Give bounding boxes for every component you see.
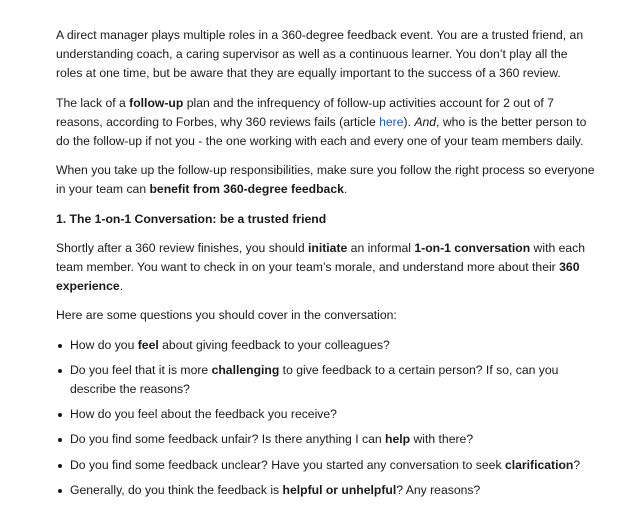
text-run: Do you find some feedback unfair? Is there anything I can bbox=[70, 432, 386, 447]
conversation-paragraph bbox=[56, 239, 596, 297]
text-run: , who is the better person to do the follow-up if not you - the one working with each and every one of your team members daily. bbox=[56, 114, 587, 149]
list-item bbox=[56, 336, 596, 355]
text-run: to give feedback to a certain person? If so, can you describe the reasons? bbox=[70, 362, 559, 397]
article-link[interactable]: here bbox=[379, 114, 404, 129]
follow-up-paragraph bbox=[56, 94, 596, 152]
text-run: The lack of a bbox=[56, 95, 130, 110]
list-item bbox=[56, 430, 596, 449]
intro-paragraph bbox=[56, 26, 596, 84]
bold-run: feel bbox=[137, 337, 159, 352]
intro-text: A direct manager plays multiple roles in a 360-degree feedback event. You are a trusted friend, an understanding coach, a caring supervisor as well as a continuous learner. You don’t play all the roles at one time, but be aware that they are equally important to the success of a 360 review. bbox=[56, 28, 584, 81]
bold-follow-up: follow-up bbox=[129, 95, 184, 110]
questions-intro bbox=[56, 306, 596, 325]
bold-run: challenging bbox=[211, 362, 280, 377]
document-page bbox=[56, 26, 596, 506]
text-run: Do you feel that it is more bbox=[70, 362, 212, 377]
list-item bbox=[56, 405, 596, 424]
text-run: ? Any reasons? bbox=[396, 482, 481, 497]
bold-initiate: initiate bbox=[308, 240, 348, 255]
responsibility-paragraph bbox=[56, 161, 596, 199]
list-item bbox=[56, 481, 596, 500]
text-run: . bbox=[343, 182, 348, 197]
text-run: How do you feel about the feedback you receive? bbox=[70, 407, 337, 422]
text-run: about giving feedback to your colleagues? bbox=[158, 337, 390, 352]
bold-1on1: 1-on-1 conversation bbox=[414, 240, 531, 255]
text-run: Do you find some feedback unclear? Have you started any conversation to seek bbox=[70, 457, 505, 472]
list-item bbox=[56, 361, 596, 399]
text-run: ). bbox=[403, 114, 415, 129]
text-run: with each team member. You want to check in on your team’s morale, and understand more about their bbox=[56, 240, 586, 275]
text-run: with there? bbox=[410, 432, 474, 447]
text-run: . bbox=[119, 279, 124, 294]
text-run: Shortly after a 360 review finishes, you should bbox=[56, 240, 309, 255]
text-run: How do you bbox=[70, 337, 138, 352]
bold-run: clarification bbox=[504, 457, 574, 472]
text-run: Generally, do you think the feedback is bbox=[70, 482, 283, 497]
text-run: plan and the infrequency of follow-up activities account for 2 out of 7 reasons, according to Forbes, why 360 reviews fails (article bbox=[56, 95, 554, 129]
text-run: When you take up the follow-up responsibilities, make sure you follow the right process so everyone in your team can bbox=[56, 163, 595, 197]
question-list bbox=[56, 336, 596, 500]
bold-run: helpful or unhelpful bbox=[282, 482, 397, 497]
section-heading: 1. The 1-on-1 Conversation: be a trusted friend bbox=[56, 211, 327, 226]
bold-run: help bbox=[385, 432, 411, 447]
text-run: ? bbox=[573, 457, 581, 472]
list-item bbox=[56, 456, 596, 475]
text-run: Here are some questions you should cover in the conversation: bbox=[56, 308, 397, 323]
bold-benefit: benefit from 360-degree feedback bbox=[149, 182, 344, 197]
bold-360-experience: 360 experience bbox=[56, 260, 580, 294]
text-run: an informal bbox=[347, 240, 415, 255]
italic-and: And bbox=[414, 114, 437, 129]
